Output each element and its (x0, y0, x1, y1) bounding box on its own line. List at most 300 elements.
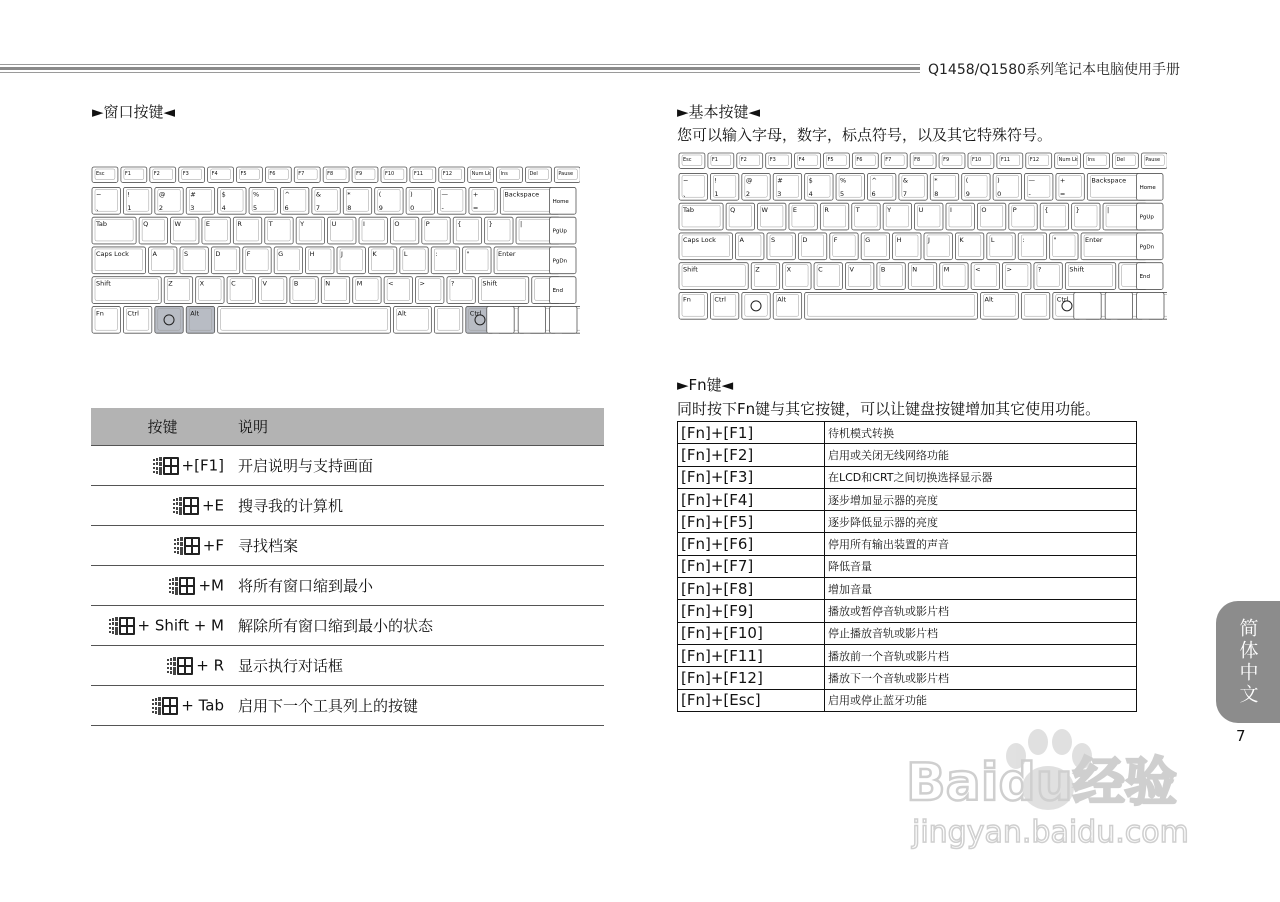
keyboard-key (92, 187, 120, 214)
col-header-desc: 说明 (234, 408, 604, 446)
key-label-lower: 8 (934, 190, 939, 199)
keyboard-key (955, 233, 983, 260)
keyboard-key (679, 203, 723, 230)
keyboard-key (359, 217, 387, 244)
keyboard-key (550, 187, 576, 214)
keyboard-key (92, 247, 146, 274)
key-label: R (824, 206, 829, 215)
key-label: PgUp (1139, 214, 1154, 221)
key-label-lower: 2 (745, 190, 750, 199)
table-row (678, 511, 1137, 533)
fn-desc: 播放或暂停音轨或影片档 (825, 600, 1137, 622)
keyboard-key (830, 233, 858, 260)
key-label: F9 (356, 171, 363, 177)
keyboard-key (416, 277, 444, 304)
language-tab-label: 简体中文 (1236, 618, 1259, 706)
key-label-lower: 4 (808, 190, 813, 199)
keyboard-key (218, 187, 246, 214)
key-label: F1 (711, 157, 718, 163)
keyboard-key (123, 187, 151, 214)
key-label: & (315, 190, 321, 199)
key-label: A (152, 249, 157, 258)
key-label: Shift (683, 265, 698, 274)
key-label: Pause (1145, 157, 1161, 163)
keyboard-key (940, 263, 968, 290)
arrow-key (487, 306, 514, 333)
table-row (91, 606, 604, 646)
keyboard-key (179, 167, 205, 182)
key-label: @ (158, 190, 166, 199)
key-label: S (183, 249, 189, 258)
keyboard-diagram-basic-keys (677, 151, 1167, 331)
table-row (678, 667, 1137, 689)
keyboard-key (410, 167, 436, 182)
keyboard-key (726, 203, 754, 230)
table-row (91, 526, 604, 566)
key-label: ? (450, 279, 455, 288)
key-label: O (394, 220, 400, 229)
keyboard-key (149, 247, 177, 274)
watermark-url: jingyan.baidu.com (912, 815, 1189, 850)
keyboard-key (1018, 233, 1046, 260)
table-row (91, 686, 604, 726)
keyboard-diagram-windows-keys (90, 165, 580, 345)
fn-desc: 增加音量 (825, 578, 1137, 600)
key-label: F7 (298, 171, 305, 177)
page-number: 7 (1236, 727, 1246, 745)
keyboard-key (1056, 173, 1084, 200)
key-label: F10 (971, 157, 982, 163)
windows-logo-icon (173, 534, 201, 558)
key-label: Enter (1085, 235, 1103, 244)
key-combo (91, 686, 234, 726)
table-row (678, 689, 1137, 711)
key-label: F10 (384, 171, 395, 177)
keyboard-key (92, 217, 136, 244)
key-label: X (786, 265, 792, 274)
table-row (678, 533, 1137, 555)
key-label: Shift (1069, 265, 1085, 274)
key-label-lower: 9 (965, 190, 970, 199)
fn-desc: 待机模式转换 (825, 422, 1137, 444)
keyboard-key (861, 233, 889, 260)
keyboard-key (1021, 292, 1049, 319)
keyboard-key (679, 263, 748, 290)
fn-combo: [Fn]+[F5] (678, 511, 825, 533)
keyboard-key (265, 217, 293, 244)
key-label: Y (887, 206, 892, 215)
key-label: Ins (500, 171, 508, 177)
fn-combo: [Fn]+[F12] (678, 667, 825, 689)
keyboard-key (321, 277, 349, 304)
fn-combo: [Fn]+[F4] (678, 488, 825, 510)
language-tab (1216, 601, 1280, 723)
keyboard-key (265, 167, 291, 182)
key-label-lower: = (1059, 190, 1066, 199)
key-label: & (902, 176, 908, 185)
key-label: E (792, 206, 798, 215)
keyboard-key (1141, 153, 1167, 168)
keyboard-key (258, 277, 286, 304)
keyboard-key (968, 153, 994, 168)
key-label: K (372, 249, 377, 258)
key-label: V (262, 279, 267, 288)
keyboard-key (736, 233, 764, 260)
key-label: P (1012, 206, 1017, 215)
keyboard-key (233, 217, 261, 244)
key-label: F5 (240, 171, 247, 177)
key-label: Enter (498, 249, 516, 258)
key-label-lower: 2 (158, 204, 163, 213)
keyboard-key (352, 167, 378, 182)
fn-keys-desc: 同时按下Fn键与其它按键，可以让键盘按键增加其它使用功能。 (677, 400, 1101, 418)
arrow-key (1137, 292, 1164, 319)
key-label: L (990, 235, 995, 244)
keyboard-key (971, 263, 999, 290)
keyboard-key (180, 247, 208, 274)
keyboard-key (997, 153, 1023, 168)
keyboard-key (1084, 153, 1110, 168)
keyboard-key (946, 203, 974, 230)
keyboard-key (447, 277, 475, 304)
key-label: ? (1037, 265, 1042, 274)
key-label: ^ (871, 176, 877, 185)
keyboard-key (977, 203, 1005, 230)
key-label: Y (300, 220, 305, 229)
key-label: Q (730, 206, 736, 215)
basic-keys-title: ►基本按键◄ (677, 103, 761, 121)
keyboard-key (227, 277, 255, 304)
key-combo-text: +M (198, 576, 224, 594)
key-label: M (943, 265, 950, 274)
key-label-lower: - (1028, 190, 1031, 199)
key-label: D (215, 249, 221, 258)
key-label: F12 (1029, 157, 1040, 163)
keyboard-key (783, 263, 811, 290)
keyboard-key (679, 173, 707, 200)
keyboard-key (710, 292, 738, 319)
windows-logo-icon (152, 454, 180, 478)
table-row (678, 622, 1137, 644)
keyboard-key (939, 153, 965, 168)
keyboard-key (337, 247, 365, 274)
key-label: F (246, 249, 251, 258)
keyboard-key (877, 263, 905, 290)
key-label: D (802, 235, 808, 244)
fn-desc: 停止播放音轨或影片档 (825, 622, 1137, 644)
keyboard-key (1137, 203, 1163, 230)
key-label: $ (808, 176, 813, 185)
key-label: Esc (96, 171, 105, 177)
keyboard-key (525, 167, 551, 182)
key-label: Num Lk (471, 171, 491, 177)
keyboard-key (908, 263, 936, 290)
fn-desc: 启用或停止蓝牙功能 (825, 689, 1137, 711)
window-keys-title: ►窗口按键◄ (92, 103, 176, 121)
keyboard-key (852, 203, 880, 230)
key-label: Alt (190, 309, 200, 318)
key-label: } (488, 220, 493, 229)
key-label: PgDn (1139, 244, 1155, 251)
key-label-lower: 0 (997, 190, 1002, 199)
keyboard-key (893, 233, 921, 260)
table-row (678, 422, 1137, 444)
table-row (91, 446, 604, 486)
key-label: J (341, 249, 343, 258)
key-desc: 解除所有窗口缩到最小的状态 (234, 606, 604, 646)
keyboard-key (962, 173, 990, 200)
fn-keys-title: ►Fn键◄ (677, 376, 734, 394)
keyboard-key (92, 277, 161, 304)
key-label: ) (997, 176, 1000, 185)
key-label: F6 (269, 171, 276, 177)
key-label: ( (965, 176, 969, 185)
key-label: Tab (96, 220, 108, 229)
key-label: F8 (327, 171, 334, 177)
key-label: Esc (683, 157, 692, 163)
key-combo (91, 566, 234, 606)
keyboard-key (679, 292, 707, 319)
keyboard-key (280, 187, 308, 214)
fn-combo: [Fn]+[F3] (678, 466, 825, 488)
key-label-lower: 6 (871, 190, 876, 199)
key-label: Del (1116, 157, 1125, 163)
keyboard-key (550, 217, 576, 244)
fn-desc: 降低音量 (825, 555, 1137, 577)
key-label: F3 (769, 157, 776, 163)
keyboard-key (852, 153, 878, 168)
keyboard-key (196, 277, 224, 304)
key-label-lower: 5 (840, 190, 845, 199)
key-label: F6 (856, 157, 863, 163)
key-label-lower: - (441, 204, 444, 213)
arrow-key (1074, 292, 1101, 319)
keyboard-key (274, 247, 302, 274)
keyboard-key (814, 263, 842, 290)
keyboard-key (294, 167, 320, 182)
key-label: End (552, 288, 564, 295)
keyboard-key (820, 203, 848, 230)
key-label: Caps Lock (96, 249, 129, 258)
keyboard-key (883, 203, 911, 230)
key-label: W (174, 220, 181, 229)
keyboard-key (881, 153, 907, 168)
keyboard-key (823, 153, 849, 168)
keyboard-key (1055, 153, 1081, 168)
table-row (678, 555, 1137, 577)
keyboard-key (737, 153, 763, 168)
keyboard-key (422, 217, 450, 244)
windows-logo-icon (151, 694, 179, 718)
keyboard-key (910, 153, 936, 168)
key-label: W (761, 206, 768, 215)
key-label: } (1075, 206, 1080, 215)
keyboard-key (202, 217, 230, 244)
fn-desc: 逐步降低显示器的亮度 (825, 511, 1137, 533)
keyboard-key (453, 217, 481, 244)
key-label: ^ (284, 190, 290, 199)
key-label: Del (529, 171, 538, 177)
keyboard-key (993, 173, 1021, 200)
keyboard-key (400, 247, 428, 274)
key-label-lower: 3 (777, 190, 782, 199)
keyboard-key (1050, 233, 1078, 260)
keyboard-key (431, 247, 459, 274)
keyboard-key (218, 306, 391, 333)
key-label-lower: 9 (378, 204, 383, 213)
keyboard-key (1034, 263, 1062, 290)
keyboard-key (139, 217, 167, 244)
fn-combo: [Fn]+[F11] (678, 644, 825, 666)
key-label: * (934, 176, 938, 185)
key-label: F3 (182, 171, 189, 177)
key-label: + (472, 190, 479, 199)
key-label: K (959, 235, 964, 244)
key-label: H (896, 235, 902, 244)
keyboard-key (1137, 173, 1163, 200)
key-label: ! (714, 176, 718, 185)
key-label: F1 (124, 171, 131, 177)
key-combo-text: + R (196, 656, 224, 674)
keyboard-key (296, 217, 324, 244)
key-label: F (833, 235, 838, 244)
key-label: ~ (96, 190, 102, 199)
key-desc: 搜寻我的计算机 (234, 486, 604, 526)
key-label: G (865, 235, 871, 244)
keyboard-key (434, 306, 462, 333)
windows-logo-icon (108, 614, 136, 638)
fn-combo: [Fn]+[F9] (678, 600, 825, 622)
key-label: Pause (558, 171, 574, 177)
key-combo (91, 646, 234, 686)
key-label: # (777, 176, 783, 185)
key-combo-text: + Shift + M (137, 616, 224, 634)
key-label: Alt (397, 309, 407, 318)
keyboard-key (243, 247, 271, 274)
keyboard-key (394, 306, 432, 333)
keyboard-key (478, 277, 528, 304)
key-label: % (840, 176, 847, 185)
key-label-lower: 、 (96, 204, 103, 213)
fn-desc: 停用所有输出装置的声音 (825, 533, 1137, 555)
key-label: J (928, 235, 930, 244)
key-label: { (457, 220, 462, 229)
key-label: — (1028, 176, 1036, 185)
key-label: { (1044, 206, 1049, 215)
keyboard-key (550, 247, 576, 274)
key-label: > (1006, 265, 1012, 274)
key-label: I (362, 220, 365, 229)
key-label: F8 (914, 157, 921, 163)
key-label: N (325, 279, 331, 288)
keyboard-key (406, 187, 434, 214)
key-label: E (205, 220, 211, 229)
key-label: C (818, 265, 823, 274)
key-label: ) (410, 190, 413, 199)
table-row (678, 466, 1137, 488)
key-label: < (388, 279, 394, 288)
watermark-brand: Baidu经验 (906, 753, 1177, 813)
keyboard-key (1065, 263, 1115, 290)
window-keys-table (91, 408, 604, 726)
keyboard-key (795, 153, 821, 168)
key-label: > (419, 279, 425, 288)
keyboard-key (742, 292, 770, 319)
keyboard-key (186, 306, 214, 333)
key-label: C (231, 279, 236, 288)
key-label: Z (168, 279, 173, 288)
key-label: ( (378, 190, 382, 199)
key-label-lower: 1 (127, 204, 132, 213)
keyboard-key (679, 233, 733, 260)
key-label: M (356, 279, 363, 288)
key-label: F9 (943, 157, 950, 163)
key-label-lower: 7 (315, 204, 321, 213)
keyboard-key (381, 167, 407, 182)
keyboard-key (384, 277, 412, 304)
keyboard-key (171, 217, 199, 244)
keyboard-key (767, 233, 795, 260)
keyboard-key (439, 167, 465, 182)
keyboard-key (375, 187, 403, 214)
keyboard-key (92, 167, 118, 182)
key-label: Home (552, 198, 569, 205)
col-header-key: 按键 (91, 408, 234, 446)
keyboard-key (155, 187, 183, 214)
keyboard-key (789, 203, 817, 230)
keyboard-key (438, 187, 466, 214)
keyboard-key (1137, 263, 1163, 290)
keyboard-key (290, 277, 318, 304)
keyboard-key (1025, 173, 1053, 200)
key-label-lower: 4 (221, 204, 226, 213)
key-label: F12 (442, 171, 453, 177)
fn-combo: [Fn]+[F6] (678, 533, 825, 555)
key-label: F2 (740, 157, 747, 163)
key-desc: 启用下一个工具列上的按键 (234, 686, 604, 726)
key-combo (91, 526, 234, 566)
keyboard-key (92, 306, 120, 333)
key-combo-text: +[F1] (181, 456, 224, 474)
key-label: End (1139, 274, 1151, 281)
keyboard-key (328, 217, 356, 244)
table-row (678, 578, 1137, 600)
key-label: | (1107, 206, 1110, 215)
keyboard-key (805, 292, 978, 319)
fn-desc: 在LCD和CRT之间切换选择显示器 (825, 466, 1137, 488)
keyboard-key (211, 247, 239, 274)
key-label: V (849, 265, 854, 274)
keyboard-key (463, 247, 491, 274)
keyboard-key (758, 203, 786, 230)
key-label: N (912, 265, 918, 274)
arrow-key (1105, 292, 1132, 319)
keyboard-key (469, 187, 497, 214)
key-label: — (441, 190, 449, 199)
key-label: A (739, 235, 744, 244)
keyboard-key (485, 217, 513, 244)
key-label: Ctrl (1056, 295, 1069, 304)
key-combo (91, 446, 234, 486)
table-row (91, 486, 604, 526)
key-label: PgDn (552, 258, 568, 265)
key-desc: 将所有窗口缩到最小 (234, 566, 604, 606)
keyboard-key (773, 173, 801, 200)
key-label: Fn (683, 295, 691, 304)
keyboard-key (805, 173, 833, 200)
key-combo (91, 486, 234, 526)
fn-combo: [Fn]+[F2] (678, 444, 825, 466)
